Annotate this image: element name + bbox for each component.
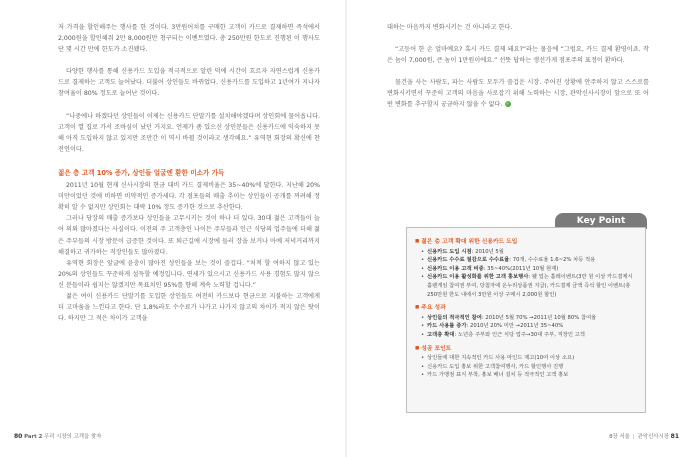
- list-item: • 카드 가맹점 표식 부착, 홍보 배너 설치 등 적극적인 고객 홍보: [427, 371, 637, 380]
- paragraph: 저 가격을 할인해주는 행사를 한 것이다. 3만원어치를 구매한 고객이 카드로 결제하면 즉석에서 2,000원을 할인해줘 2만 8,000원만 청구되는 이벤트였다. 총 250만원 한도로 진행된 이 행사도 단 몇 시간 만에 한도가 소진됐다.: [58, 24, 320, 54]
- list-item: • 신용카드 도입 시점: 2010년 5월: [427, 248, 637, 257]
- list-item: • 신용카드 수수료 절감으로 수수료율: 70개, 수수료율 1.6~2% 차등 적용: [427, 256, 637, 265]
- section-subheading: 젊은 층 고객 10% 증가, 상인들 얼굴엔 환한 미소가 가득: [58, 168, 225, 177]
- section-label: 관악신사시장: [637, 434, 669, 440]
- key-point-section: [415, 345, 637, 380]
- right-text-column: [387, 22, 649, 122]
- page-number: 80: [14, 433, 23, 440]
- list-item: • 카드 사용률 증가: 2010년 20% 미만 →2011년 35~40%: [427, 322, 637, 331]
- left-text-column: [58, 22, 320, 324]
- end-mark-icon: [505, 101, 511, 107]
- key-point-section: [415, 304, 637, 339]
- list-item: • 신용카드 이용 활성화를 위한 고객 홍보행사: 웰 업는 홀레이벤트(3만 원 이상 카드결제시 홀렌게임 참여권 부여, 당첨자에 온누리상품권 지급), 카드결제 금액 즉석 할인 이벤트(총 250만원 한도 내에서 3만원 이상 구매시 2,000원 할인): [427, 273, 637, 299]
- chapter-label: 8장 서울: [609, 434, 630, 440]
- list-item: • 신용카드 이용 고객 비중: 35~40%(2011년 10월 현재): [427, 265, 637, 274]
- paragraph: 2011년 10월 현재 신사시장의 현금 대비 카드 결제비율은 35~40%에 달한다. 지난해 20% 미만이었던 것에 비하면 비약적인 증가세다. 각 점포들의 매출 추이는 상인들이 공개를 꺼려해 정확히 알 수 없지만 상인회는 대략 10% 정도 증가한 것으로 추산한다.: [58, 182, 320, 212]
- key-point-section-title: ■ 젊은 층 고객 확대 위한 신용카드 도입: [415, 238, 637, 247]
- part-title: 우리 시장의 고객을 찾자: [44, 434, 102, 440]
- paragraph: 다양한 행사를 통해 신용카드 도입을 적극적으로 알린 덕에 시간이 흐르자 자연스럽게 신용카드로 결제하는 고객도 늘어났다. 더불어 상인들도 바뀌었다. 신용카드를 도입하고 1년여가 지나자 참여율이 80% 정도로 늘어난 것이다.: [58, 68, 320, 98]
- paragraph: 그러나 당장의 매출 증가보다 상인들을 고무시키는 것이 하나 더 있다. 30대 젊은 고객들이 늘어 의외 많아졌다는 사실이다. 이전의 주 고객층인 나이든 주부들과 인근 식당의 업주들에 더해 젊은 주부들의 시장 방문이 급증한 것이다. 또 퇴근길에 시장에 들러 장을 보거나 아예 저녁거리까지 해결하고 귀가하는 직장인들도 많아졌다.: [58, 215, 320, 256]
- left-page: [0, 0, 346, 457]
- paragraph: 유역현 회장은 앞글에 윤충이 많아진 상인들을 보는 것이 즐겁다. “처적 할 여하지 않고 있는 20%의 상인들도 꾸준하게 설득할 예정입니다. 연세가 있으시고 신용카드 사용 경험도 많지 않으신 분들이라 쉽지는 않겠지만 목표치인 95%를 향해 계속 노력할 겁니다.”: [58, 259, 320, 289]
- paragraph: “나중에나 하겠다던 상인들이 이제는 신용카드 단말기를 설치해야겠다며 상인회에 물어옵니다. 고객이 열 집로 가서 조바심이 났던 거지요. 언제가 좀 있으신 상인분들은 신용카드에 익숙하지 못해 아직 도입하지 않고 있지만 조만간 이 역시 바뀔 것이라고 생각해요.” 유역현 회장의 확신에 찬 전언이다.: [58, 112, 321, 153]
- list-item: • 상인들에 대한 지속적인 카드 사용 마인드 제고(10여 이상 소요): [427, 354, 637, 363]
- paragraph: “고등어 한 손 얼마예요? 혹시 카드 결제 돼요?”라는 물음에 “그럼요, 카드 결제 환영이죠. 작은 놈이 7,000원, 큰 놈이 1만원이에요.” 선뜻 답하는 생선가게 점포주의 표정이 환하다.: [387, 46, 649, 65]
- key-point-box: [406, 227, 646, 413]
- key-point-section: [415, 238, 637, 299]
- part-label: Part 2: [24, 434, 43, 440]
- list-item: • 고객층 확대: 노년층 주부와 인근 식당 업주→30대 주부, 직장인 고객: [427, 331, 637, 340]
- key-point-section-title: ■ 성공 포인트: [415, 345, 637, 354]
- paragraph: 대하는 마음까지 변화시키는 건 아니라고 한다.: [387, 24, 513, 31]
- paragraph: 젊은 여이 신용카드 단말기를 도입한 상인들도 여전히 카드보다 현금으로 지불하는 고객에게 더 고마움을 느낀다고 한다. 단 1,8%라도 수수료가 나가고 나가지 않고의 차이가 적지 않은 탓이다. 하지만 그 적은 차이가 고객을: [58, 292, 320, 323]
- page-number: 81: [670, 433, 679, 440]
- list-item: • 상인들의 적극적인 참여: 2010년 5월 70% →2011년 10월 80% 참여율: [427, 314, 637, 323]
- key-point-section-title: ■ 주요 성과: [415, 304, 637, 313]
- key-point-tab: Key Point: [555, 213, 647, 229]
- left-footer: [14, 432, 101, 440]
- right-footer: 8장 서울 | 관악신사시장 81: [609, 433, 679, 440]
- paragraph: 물건을 사는 사람도, 파는 사람도 모두가 즐겁운 시장. 주어진 상황에 안주하지 않고 스스로를 변화시키면서 꾸준히 고객의 마음을 사로잡기 위해 노력하는 시장, 관악신사시장이 앞으로 또 어떤 변화를 추구할지 궁금하지 않을 수 없다.: [387, 79, 649, 109]
- list-item: • 신용카드 도입 홍보 위한 고객참여행사, 카드 할인행사 진행: [427, 363, 637, 372]
